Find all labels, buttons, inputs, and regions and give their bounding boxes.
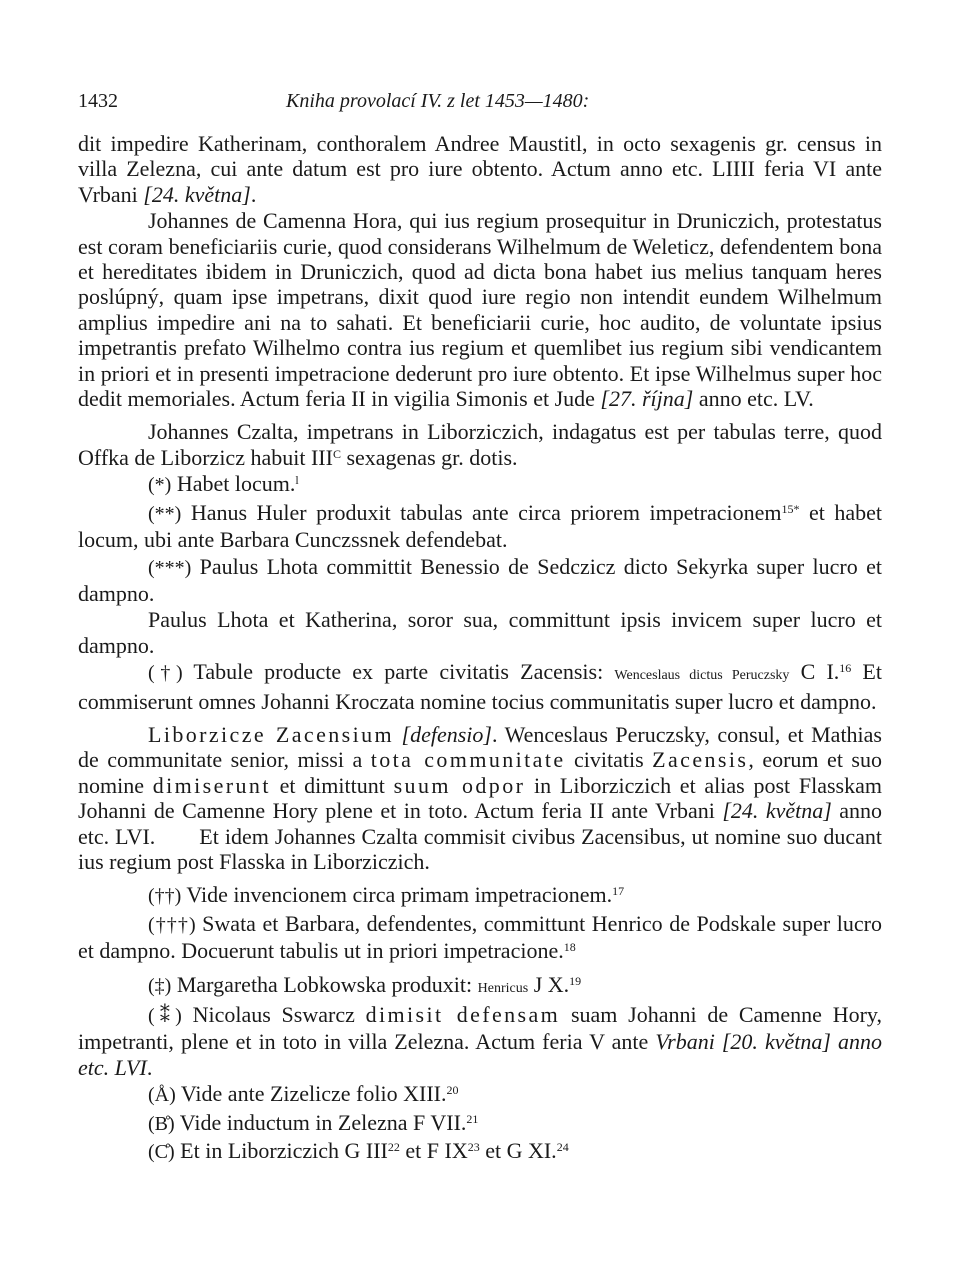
paragraph-15: (B̊) Vide inductum in Zelezna F VII.$^{21}$	[148, 1109, 479, 1135]
note-mark: (Å)	[148, 1084, 176, 1107]
note-mark: (B̊)	[148, 1112, 175, 1135]
footnote-ref: 18	[563, 940, 576, 955]
note-mark: (*)	[148, 474, 172, 497]
footnote-ref: 15*	[781, 501, 800, 516]
paragraph-8: (†) Tabule producte ex parte civitatis Zacensis: Wenceslaus dictus Peruczsky C I.$^{16}$ Et commiserunt omnes Johanni Kroczata nomine tocius communitatis super lucro et dampno.	[78, 659, 882, 714]
footnote-ref: 23	[467, 1140, 480, 1155]
paragraph-9: Liborzicze Zacensium [defensio]. Wenceslaus Peruczsky, consul, et Mathias de communitate senior, missi a tota communitate civitatis Zacensis, eorum et suo nomine dimiserunt et dimittunt suum odpor in Liborziczich et alias post Flasskam Johanni de Camenne Hory plene et in toto. Actum feria II ante Vrbani [24. května] anno etc. LVI. Et idem Johannes Czalta commisit civibus Zacensibus, ut nomine suo ducant ius regium post Flasska in Liborziczich.	[78, 721, 883, 874]
paragraph-10: (††) Vide invencionem circa primam impetracionem.$^{17}$	[148, 882, 625, 908]
paragraph-14: (Å) Vide ante Zizelicze folio XIII.$^{20}$	[148, 1081, 459, 1107]
paragraph-6: (***) Paulus Lhota committit Benessio de Sedczicz dicto Sekyrka super lucro et dampno.	[78, 553, 882, 606]
footnote-ref: l	[295, 473, 299, 488]
note-mark: (‡)	[148, 974, 172, 997]
running-title: Kniha provolací IV. z let 1453—1480:	[286, 90, 590, 112]
footnote-ref: 20	[446, 1083, 459, 1098]
note-mark: (⁑)	[148, 1005, 182, 1027]
paragraph-3: Johannes Czalta, impetrans in Liborziczich, indagatus est per tabulas terre, quod Offka de Liborzicz habuit $III^C$ sexagenas gr. dotis.	[78, 419, 882, 470]
paragraph-12: (‡) Margaretha Lobkowska produxit: Henricus J X.$^{19}$	[148, 971, 582, 997]
footnote-ref: 22	[387, 1140, 400, 1155]
footnote-ref: 21	[466, 1111, 479, 1126]
paragraph-5: (**) Hanus Huler produxit tabulas ante circa priorem impetracionem$^{15*}$ et habet locum, ubi ante Barbara Cunczssnek defendebat.	[78, 499, 882, 553]
paragraph-16: (C̊) Et in Liborziczich G III$^{22}$ et F IX$^{23}$ et G XI.$^{24}$	[148, 1138, 569, 1164]
paragraph-11: (†††) Swata et Barbara, defendentes, committunt Henrico de Podskale super lucro et dampno. Docuerunt tabulis ut in priori impetracione.$^{18}$	[78, 910, 882, 964]
footnote-ref: 24	[556, 1140, 569, 1155]
paragraph-4: (*) Habet locum.$^l$	[148, 471, 299, 497]
page-header	[78, 90, 882, 114]
page-number: 1432	[78, 90, 118, 112]
note-mark: (††)	[148, 885, 182, 908]
paragraph-7: Paulus Lhota et Katherina, soror sua, committunt ipsis invicem super lucro et dampno.	[78, 607, 882, 658]
footnote-ref: 16	[839, 661, 852, 676]
paragraph-13: (⁑) Nicolaus Sswarcz dimisit defensam suam Johanni de Camenne Hory, impetranti, plene et in toto in villa Zelezna. Actum feria V ante Vrbani [20. května] anno etc. LVI.	[78, 1002, 882, 1080]
footnote-ref: 17	[612, 884, 625, 899]
paragraph-1: dit impedire Katherinam, conthoralem Andree Maustitl, in octo sexagenis gr. census in villa Zelezna, cui ante datum est pro iure obtento. Actum anno etc. LIIII feria VI ante Vrbani [24. května].	[78, 131, 882, 207]
main-text	[78, 131, 882, 1165]
note-mark: (†††)	[148, 913, 196, 936]
note-mark: (C̊)	[148, 1141, 175, 1164]
note-mark: (†)	[148, 662, 183, 685]
note-mark: (**)	[148, 502, 182, 525]
paragraph-2: Johannes de Camenna Hora, qui ius regium prosequitur in Druniczich, protestatus est coram beneficiariis curie, quod considerans Wilhelmum de Weleticz, defendentem bona et hereditates ibidem in Druniczich, quod ad dicta bona habet ius melius tanquam heres poslúpný, quam ipse impetrans, dixit quod iure regio non intendit eundem Wilhelmum amplius impedire ani na to sahati. Et beneficiarii curie, hoc audito, de voluntate ipsius impetrantis prefato Wilhelmo contra ius regium et quemlibet ius regium sibi vendicantem in priori et in presenti impetracione dederunt pro iure obtento. Et ipse Wilhelmus super hoc dedit memoriales. Actum feria II in vigilia Simonis et Jude [27. října] anno etc. LV.	[78, 208, 882, 412]
footnote-ref: 19	[569, 973, 582, 988]
note-mark: (***)	[148, 556, 192, 579]
